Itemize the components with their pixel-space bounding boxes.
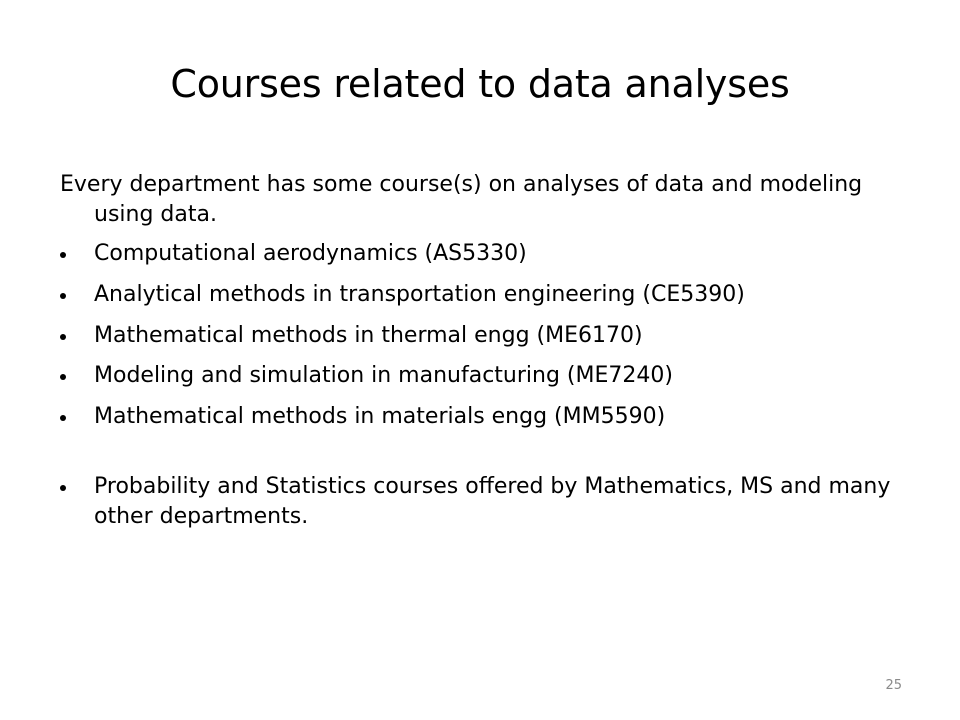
list-item bbox=[60, 402, 910, 432]
bullet-icon bbox=[60, 374, 66, 380]
bullet-icon bbox=[60, 293, 66, 299]
bullet-icon bbox=[60, 415, 66, 421]
list-item-text: Analytical methods in transportation engineering (CE5390) bbox=[94, 282, 745, 308]
list-item bbox=[60, 472, 910, 531]
list-item bbox=[60, 280, 910, 310]
page-number: 25 bbox=[885, 678, 902, 693]
slide-body bbox=[60, 170, 910, 542]
list-item bbox=[60, 321, 910, 351]
list-item bbox=[60, 361, 910, 391]
intro-text: Every department has some course(s) on analyses of data and modeling using data. bbox=[60, 172, 863, 227]
list-item-text: Mathematical methods in thermal engg (ME6170) bbox=[94, 322, 643, 348]
list-item-text: Modeling and simulation in manufacturing (ME7240) bbox=[94, 363, 673, 389]
bullet-icon bbox=[60, 334, 66, 340]
course-list bbox=[60, 239, 910, 531]
slide-title: Courses related to data analyses bbox=[170, 62, 790, 106]
bullet-icon bbox=[60, 252, 66, 258]
list-item-text: Mathematical methods in materials engg (MM5590) bbox=[94, 404, 666, 430]
bullet-icon bbox=[60, 485, 66, 491]
list-item bbox=[60, 239, 910, 269]
list-item-text: Probability and Statistics courses offered by Mathematics, MS and many other departments. bbox=[94, 473, 891, 529]
list-item-text: Computational aerodynamics (AS5330) bbox=[94, 241, 527, 267]
